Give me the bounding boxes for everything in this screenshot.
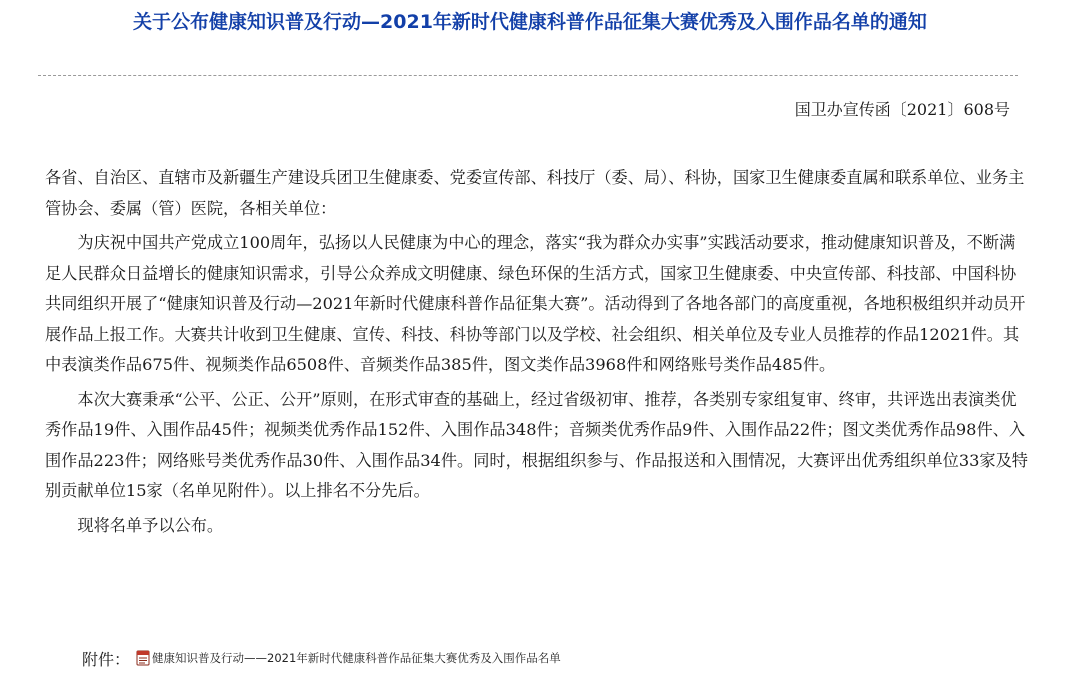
body-paragraph-2: 本次大赛秉承“公平、公正、公开”原则，在形式审查的基础上，经过省级初审、推荐，各类别专家组复审、终审，共评选出表演类优秀作品19件、入围作品45件；视频类优秀作品152件、入围作品348件；音频类优秀作品9件、入围作品22件；图文类优秀作品98件、入围作品223件；网络账号类优秀作品30件、入围作品34件。同时，根据组织参与、作品报送和入围情况，大赛评出优秀组织单位33家及特别贡献单位15家（名单见附件）。以上排名不分先后。	[45, 389, 1028, 500]
attachment-row	[82, 643, 561, 673]
attachment-label: 附件：	[82, 649, 131, 669]
dashed-divider	[38, 75, 1018, 76]
pdf-file-icon[interactable]	[136, 650, 150, 666]
document-body	[45, 163, 1030, 545]
addressee: 各省、自治区、直辖市及新疆生产建设兵团卫生健康委、党委宣传部、科技厅（委、局）、科协，国家卫生健康委直属和联系单位、业务主管协会、委属（管）医院，各相关单位：	[45, 168, 1025, 218]
attachment-file-link[interactable]: 健康知识普及行动——2021年新时代健康科普作品征集大赛优秀及入围作品名单	[152, 651, 561, 665]
body-paragraph-3: 现将名单予以公布。	[77, 515, 224, 535]
body-paragraph-1: 为庆祝中国共产党成立100周年，弘扬以人民健康为中心的理念，落实“我为群众办实事”实践活动要求，推动健康知识普及，不断满足人民群众日益增长的健康知识需求，引导公众养成文明健康、绿色环保的生活方式，国家卫生健康委、中央宣传部、科技部、中国科协共同组织开展了“健康知识普及行动—2021年新时代健康科普作品征集大赛”。活动得到了各地各部门的高度重视，各地积极组织并动员开展作品上报工作。大赛共计收到卫生健康、宣传、科技、科协等部门以及学校、社会组织、相关单位及专业人员推荐的作品12021件。其中表演类作品675件、视频类作品6508件、音频类作品385件，图文类作品3968件和网络账号类作品485件。	[45, 233, 1026, 374]
document-number: 国卫办宣传函〔2021〕608号	[794, 100, 1010, 119]
document-title: 关于公布健康知识普及行动—2021年新时代健康科普作品征集大赛优秀及入围作品名单的通知	[133, 11, 927, 33]
